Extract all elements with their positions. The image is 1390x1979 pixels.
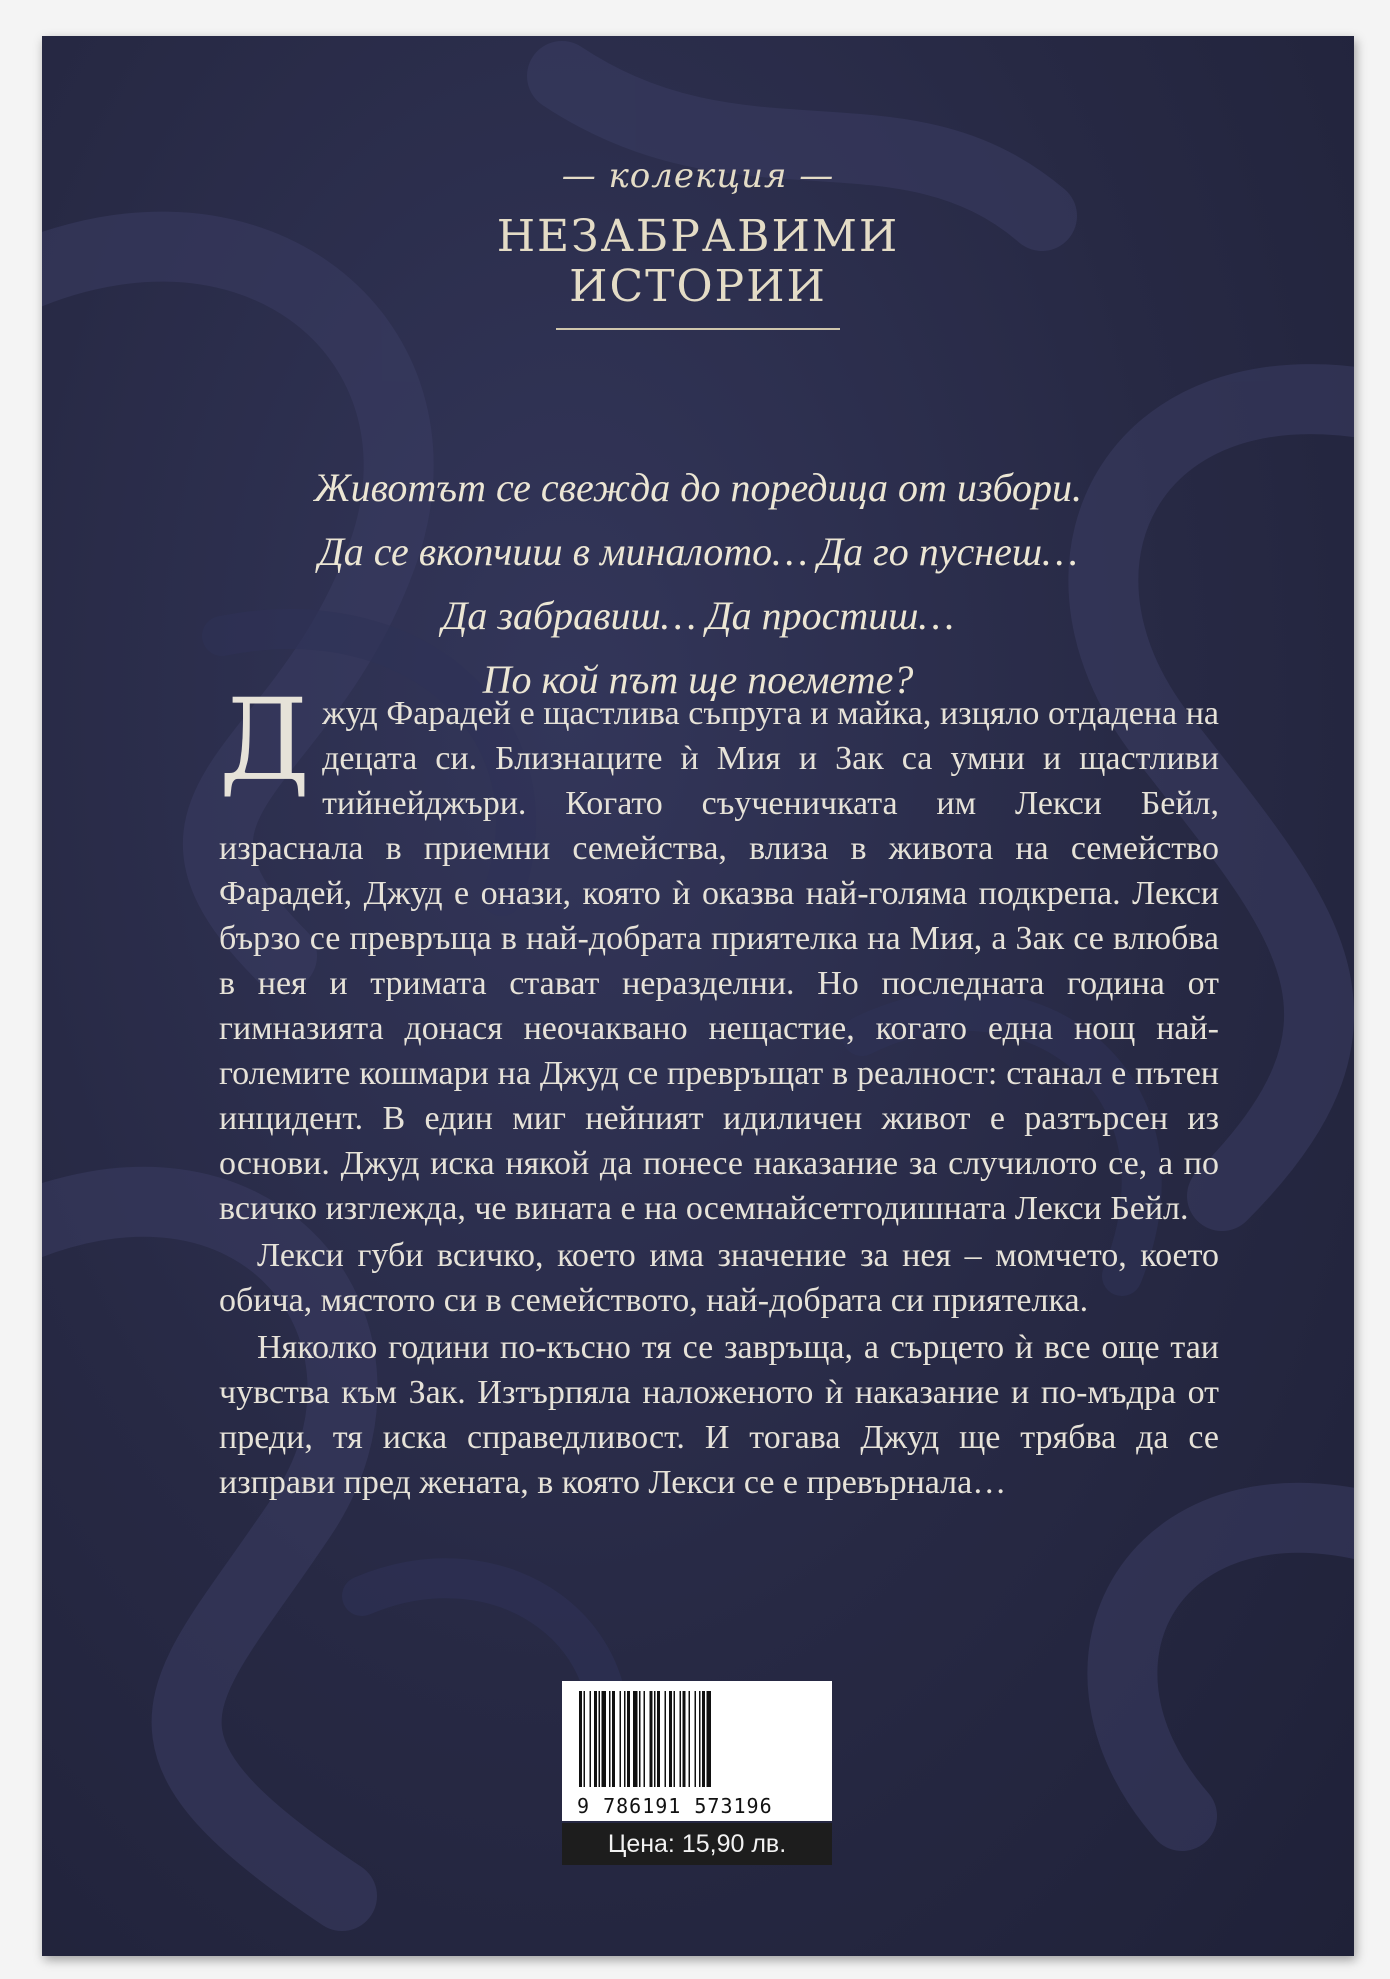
barcode-bar	[644, 1691, 646, 1787]
collection-title	[42, 212, 1354, 312]
barcode-bar	[650, 1691, 653, 1787]
tagline-line: Да забравиш… Да простиш…	[441, 593, 955, 638]
barcode-bar	[657, 1691, 660, 1787]
barcode-bar	[654, 1691, 656, 1787]
tagline-line: Да се вкопчиш в миналото… Да го пуснеш…	[318, 529, 1078, 574]
barcode-bar	[683, 1691, 686, 1787]
blurb-paragraph-2: Лекси губи всичко, което има значение за нея – момчето, което обича, мястото си в семейството, най-добрата си приятелка.	[219, 1237, 1219, 1319]
barcode-bar	[639, 1691, 641, 1787]
barcode-bar	[669, 1691, 672, 1787]
collection-title-line1: НЕЗАБРАВИМИ	[496, 211, 900, 262]
barcode-bar	[624, 1691, 626, 1787]
barcode-bar	[594, 1691, 597, 1787]
barcode-bar	[609, 1691, 611, 1787]
barcode-bar	[689, 1691, 691, 1787]
barcode-bar	[695, 1691, 697, 1787]
barcode-bar	[707, 1691, 712, 1787]
price-label: Цена: 15,90 лв.	[562, 1823, 832, 1865]
barcode-bar	[674, 1691, 676, 1787]
barcode-bar	[612, 1691, 615, 1787]
tagline-line: Животът се свежда до поредица от избори.	[313, 465, 1083, 510]
barcode-bar	[584, 1691, 586, 1787]
barcode	[562, 1681, 832, 1821]
collection-heading	[42, 156, 1354, 330]
barcode-bar	[699, 1691, 701, 1787]
barcode-bar	[620, 1691, 622, 1787]
barcode-bar	[680, 1691, 682, 1787]
barcode-bar	[633, 1691, 638, 1787]
barcode-bar	[665, 1691, 667, 1787]
drop-cap: Д	[219, 676, 311, 806]
blurb-paragraph-1-text: жуд Фарадей е щастлива съпруга и майка, изцяло отдадена на децата си. Близнаците ѝ Мия и Зак са умни и щастливи тийнейджъри. Когато съученичката им Лекси Бейл, израснала в приемни семейства, влиза в живота на семейство Фарадей, Джуд е онази, която ѝ оказва най-голяма подкрепа. Лекси бързо се превръща в най-добрата приятелка на Мия, а Зак се влюбва в нея и тримата стават неразделни. Но последната година от гимназията донася неочаквано нещастие, когато една нощ най-големите кошмари на Джуд се превръщат в реалност: станал е пътен инцидент. В един миг нейният идиличен живот е разтърсен из основи. Джуд иска някой да понесе наказание за случилото се, а по всичко изглежда, че вината е на осемнайсетгодишната Лекси Бейл.	[219, 695, 1219, 1227]
tagline	[42, 456, 1354, 712]
collection-divider	[556, 328, 840, 330]
collection-label: — колекция —	[561, 156, 835, 196]
barcode-bar	[599, 1691, 601, 1787]
book-back-cover	[42, 36, 1354, 1956]
barcode-bar	[702, 1691, 705, 1787]
barcode-bar	[627, 1691, 630, 1787]
barcode-bar	[602, 1691, 607, 1787]
tagline-line: По кой път ще поемете?	[482, 657, 914, 702]
barcode-bar	[590, 1691, 592, 1787]
barcode-bars	[577, 1691, 817, 1787]
isbn-digits: 9 786191 573196	[577, 1794, 773, 1818]
blurb-paragraph-3: Няколко години по-късно тя се завръща, а сърцето ѝ все още таи чувства към Зак. Изтърпяла наложеното ѝ наказание и по-мъдра от преди, тя иска справедливост. И тогава Джуд ще трябва да се изправи пред жената, в която Лекси се е превърнала…	[219, 1329, 1219, 1501]
barcode-bar	[579, 1691, 582, 1787]
collection-title-line2: ИСТОРИИ	[569, 261, 827, 312]
